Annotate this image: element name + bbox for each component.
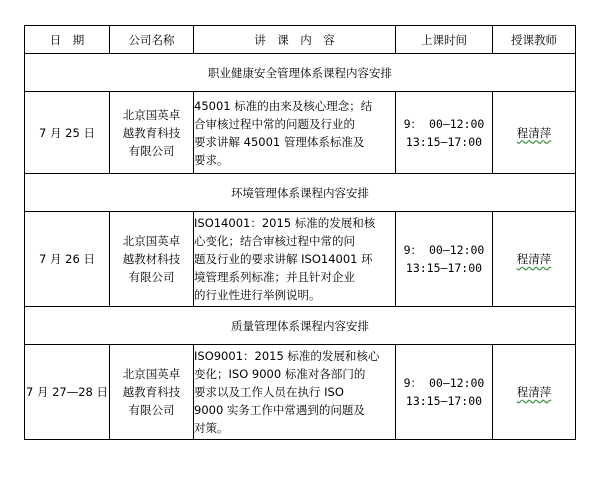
company-line: 北京国英卓 — [122, 367, 181, 381]
teacher-cell — [493, 92, 576, 174]
content-line: ISO14001：2015 标准的发展和核 — [194, 216, 376, 230]
time-morning: 9： 00—12:00 — [403, 116, 485, 131]
header-teacher: 授课教师 — [493, 26, 576, 54]
section-title: 质量管理体系课程内容安排 — [25, 307, 576, 345]
content-line: 题及行业的要求讲解 ISO14001 环 — [194, 252, 373, 266]
content-line: 心变化；结合审核过程中常的问 — [194, 234, 355, 248]
company-line: 越教材科技 — [122, 252, 181, 266]
header-company: 公司名称 — [110, 26, 194, 54]
date-cell: 7 月 26 日 — [25, 212, 110, 307]
company-line: 越教育科技 — [122, 385, 181, 399]
table-row — [25, 92, 576, 174]
section-title-row — [25, 307, 576, 345]
content-cell — [194, 345, 396, 440]
section-title-row — [25, 54, 576, 92]
company-line: 北京国英卓 — [122, 234, 181, 248]
company-line: 有限公司 — [128, 403, 175, 417]
content-cell — [194, 212, 396, 307]
content-line: 对策。 — [194, 421, 229, 435]
date-cell: 7 月 25 日 — [25, 92, 110, 174]
company-line: 有限公司 — [128, 143, 175, 158]
time-cell — [396, 92, 493, 174]
time-afternoon: 13:15—17:00 — [405, 261, 483, 275]
content-cell — [194, 92, 396, 174]
header-date: 日 期 — [25, 26, 110, 54]
company-cell — [110, 212, 194, 307]
content-line: 9000 实务工作中常遇到的问题及 — [194, 403, 365, 417]
teacher-cell — [493, 212, 576, 307]
schedule-table — [24, 25, 576, 440]
time-morning: 9： 00—12:00 — [403, 243, 485, 257]
content-line: 的行业性进行举例说明。 — [194, 288, 321, 302]
content-line: 要求。 — [194, 152, 229, 167]
content-line: 境管理系列标准；并且针对企业 — [194, 270, 355, 284]
company-line: 北京国英卓 — [122, 107, 181, 122]
table-row — [25, 212, 576, 307]
time-afternoon: 13:15—17:00 — [405, 134, 483, 149]
content-line: 要求以及工作人员在执行 ISO — [194, 385, 344, 399]
time-afternoon: 13:15—17:00 — [405, 394, 483, 408]
company-cell — [110, 345, 194, 440]
teacher-name: 程清萍 — [516, 252, 552, 266]
content-line: ISO9001：2015 标准的发展和核心 — [194, 349, 380, 363]
content-line: 合审核过程中常的问题及行业的 — [194, 116, 355, 131]
content-line: 要求讲解 45001 管理体系标准及 — [194, 134, 365, 149]
content-line: 变化；ISO 9000 标准对各部门的 — [194, 367, 366, 381]
header-row — [25, 26, 576, 54]
time-cell — [396, 345, 493, 440]
section-title-row — [25, 174, 576, 212]
section-title: 环境管理体系课程内容安排 — [25, 174, 576, 212]
company-line: 越教育科技 — [122, 125, 181, 140]
header-content: 讲 课 内 容 — [194, 26, 396, 54]
teacher-name: 程清萍 — [516, 125, 552, 140]
section-title: 职业健康安全管理体系课程内容安排 — [25, 54, 576, 92]
header-time: 上课时间 — [396, 26, 493, 54]
time-cell — [396, 212, 493, 307]
time-morning: 9： 00—12:00 — [403, 376, 485, 390]
teacher-cell — [493, 345, 576, 440]
company-cell — [110, 92, 194, 174]
content-line: 45001 标准的由来及核心理念；结 — [194, 98, 373, 113]
table-row — [25, 345, 576, 440]
company-line: 有限公司 — [128, 270, 175, 284]
date-cell: 7 月 27—28 日 — [25, 345, 110, 440]
teacher-name: 程清萍 — [516, 385, 552, 399]
